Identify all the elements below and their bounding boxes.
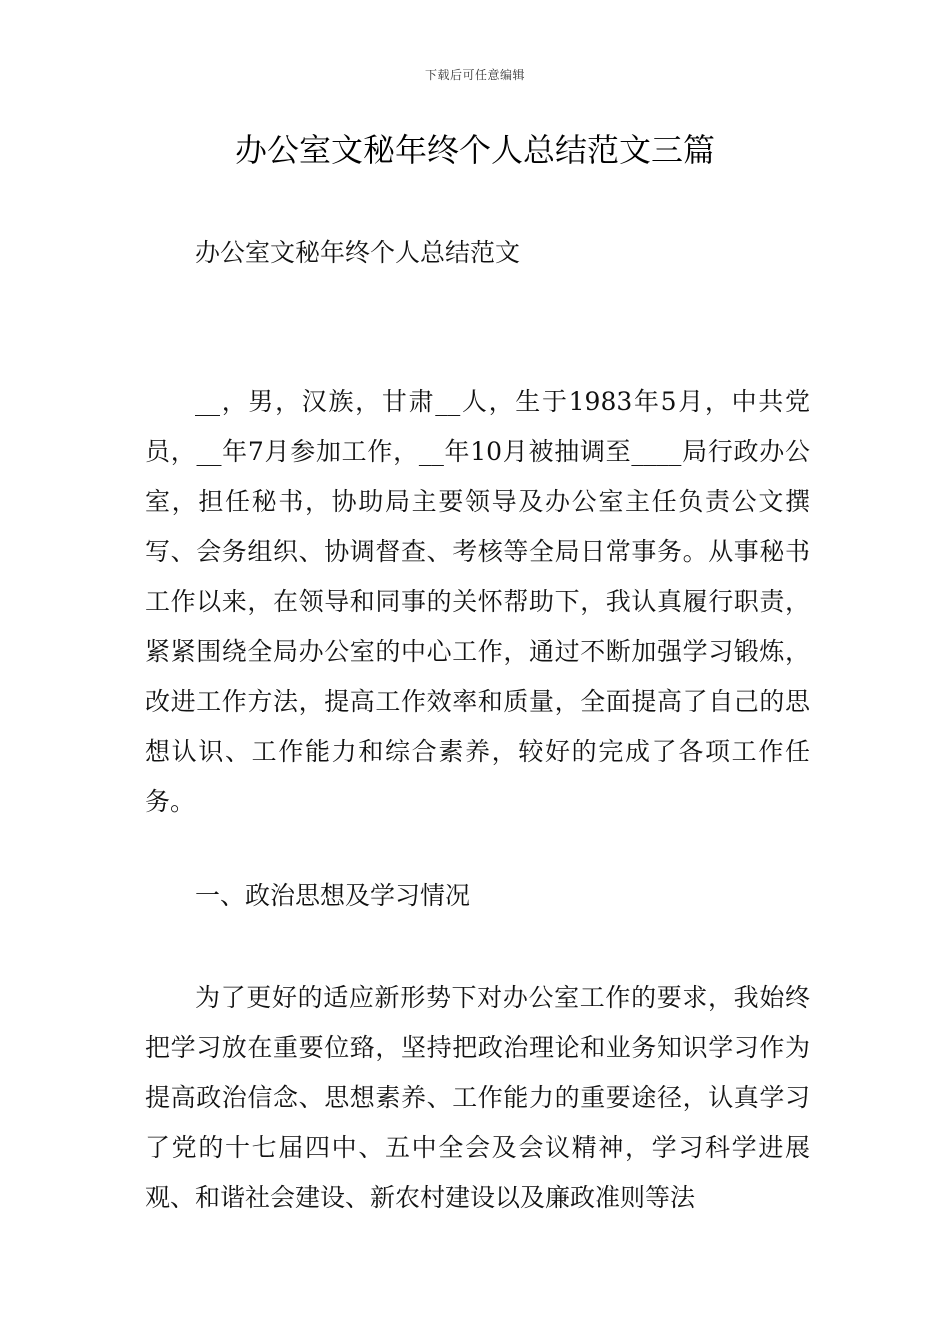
body-paragraph-2: 为了更好的适应新形势下对办公室工作的要求，我始终把学习放在重要位臵，坚持把政治理论和业务知识学习作为提高政治信念、思想素养、工作能力的重要途径，认真学习了党的十七届四中、五中全会及会议精神，学习科学进展观、和谐社会建设、新农村建设以及廉政准则等法 — [145, 983, 810, 1212]
header-note: 下载后可任意编辑 — [424, 68, 525, 82]
document-title: 办公室文秘年终个人总结范文三篇 — [234, 131, 715, 169]
document-subheading: 办公室文秘年终个人总结范文 — [195, 238, 521, 267]
body-paragraph-1: __，男，汉族，甘肃__人，生于1983年5月，中共党员，__年7月参加工作，__年10月被抽调至____局行政办公室，担任秘书，协助局主要领导及办公室主任负责公文撰写、会务组织、协调督查、考核等全局日常事务。从事秘书工作以来，在领导和同事的关怀帮助下，我认真履行职责，紧紧围绕全局办公室的中心工作，通过不断加强学习锻炼，改进工作方法，提高工作效率和质量，全面提高了自己的思想认识、工作能力和综合素养，较好的完成了各项工作任务。 — [145, 387, 810, 816]
section-heading-1: 一、政治思想及学习情况 — [195, 881, 471, 910]
